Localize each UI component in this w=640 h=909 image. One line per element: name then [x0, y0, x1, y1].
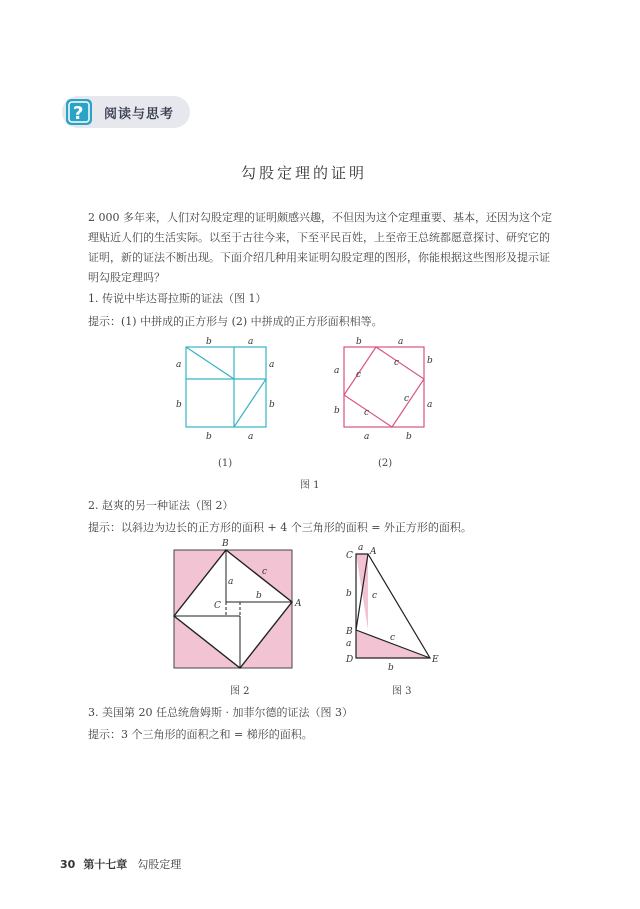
svg-text:b: b	[346, 589, 352, 599]
figure2-caption: 图 2	[230, 686, 250, 697]
svg-text:a: a	[269, 360, 275, 370]
figure1-caption: 图 1	[300, 480, 320, 491]
svg-text:?: ?	[73, 103, 84, 124]
svg-text:a: a	[176, 360, 182, 370]
figure1-sub2-label: (2)	[378, 458, 393, 469]
method2-hint: 提示：以斜边为边长的正方形的面积 + 4 个三角形的面积 = 外正方形的面积。	[88, 521, 472, 534]
svg-text:a: a	[398, 337, 404, 347]
svg-text:a: a	[248, 432, 254, 442]
svg-text:c: c	[390, 633, 396, 643]
question-book-icon	[62, 96, 100, 128]
svg-text:a: a	[228, 577, 234, 587]
svg-text:b: b	[356, 337, 362, 347]
svg-text:c: c	[262, 567, 268, 577]
svg-text:a: a	[358, 543, 364, 553]
svg-text:b: b	[269, 400, 275, 410]
svg-text:c: c	[356, 370, 362, 380]
svg-text:b: b	[176, 400, 182, 410]
chapter-title: 勾股定理	[137, 858, 182, 871]
svg-text:a: a	[346, 639, 352, 649]
page-footer	[60, 856, 181, 872]
svg-text:b: b	[206, 432, 212, 442]
svg-text:A: A	[295, 599, 302, 609]
figure2-diagram	[164, 536, 314, 684]
method3-heading: 3. 美国第 20 任总统詹姆斯 · 加菲尔德的证法（图 3）	[88, 706, 353, 719]
method1-hint: 提示：(1) 中拼成的正方形与 (2) 中拼成的正方形面积相等。	[88, 315, 383, 328]
svg-text:a: a	[427, 400, 433, 410]
svg-text:b: b	[334, 406, 340, 416]
svg-text:C: C	[346, 551, 353, 561]
svg-text:c: c	[404, 394, 410, 404]
svg-text:c: c	[372, 591, 378, 601]
svg-text:B: B	[222, 539, 229, 549]
page-number: 30	[60, 858, 76, 871]
svg-text:B: B	[346, 627, 353, 637]
svg-text:b: b	[427, 356, 433, 366]
svg-text:A: A	[370, 547, 377, 557]
figure1-sub2-diagram	[328, 335, 438, 450]
page-title: 勾股定理的证明	[240, 164, 367, 182]
svg-text:E: E	[432, 655, 439, 665]
method1-heading: 1. 传说中毕达哥拉斯的证法（图 1）	[88, 292, 267, 305]
svg-text:b: b	[256, 591, 262, 601]
svg-text:a: a	[248, 337, 254, 347]
svg-text:a: a	[364, 432, 370, 442]
svg-text:b: b	[206, 337, 212, 347]
svg-text:C: C	[214, 601, 221, 611]
chapter-number: 第十七章	[83, 858, 128, 871]
svg-text:b: b	[388, 663, 394, 672]
figure1-sub1-label: (1)	[218, 458, 233, 469]
svg-text:c: c	[394, 358, 400, 368]
svg-text:D: D	[346, 655, 354, 665]
figure1-sub1-diagram	[170, 335, 280, 450]
method2-heading: 2. 赵爽的另一种证法（图 2）	[88, 499, 234, 512]
svg-text:a: a	[334, 366, 340, 376]
section-tag	[62, 96, 190, 128]
method3-hint: 提示：3 个三角形的面积之和 = 梯形的面积。	[88, 728, 313, 741]
figure3-diagram	[338, 540, 448, 672]
intro-paragraph: 2 000 多年来，人们对勾股定理的证明颇感兴趣，不但因为这个定理重要、基本，还因为这个定理贴近人们的生活实际。以至于古往今来，下至平民百姓，上至帝王总统都愿意探讨、研究它的证明，新的证法不断出现。下面介绍几种用来证明勾股定理的图形，你能根据这些图形及提示证明勾股定理吗？	[88, 211, 552, 284]
section-tag-label: 阅读与思考	[104, 107, 175, 122]
svg-text:c: c	[364, 408, 370, 418]
svg-text:b: b	[406, 432, 412, 442]
figure3-caption: 图 3	[392, 686, 412, 697]
